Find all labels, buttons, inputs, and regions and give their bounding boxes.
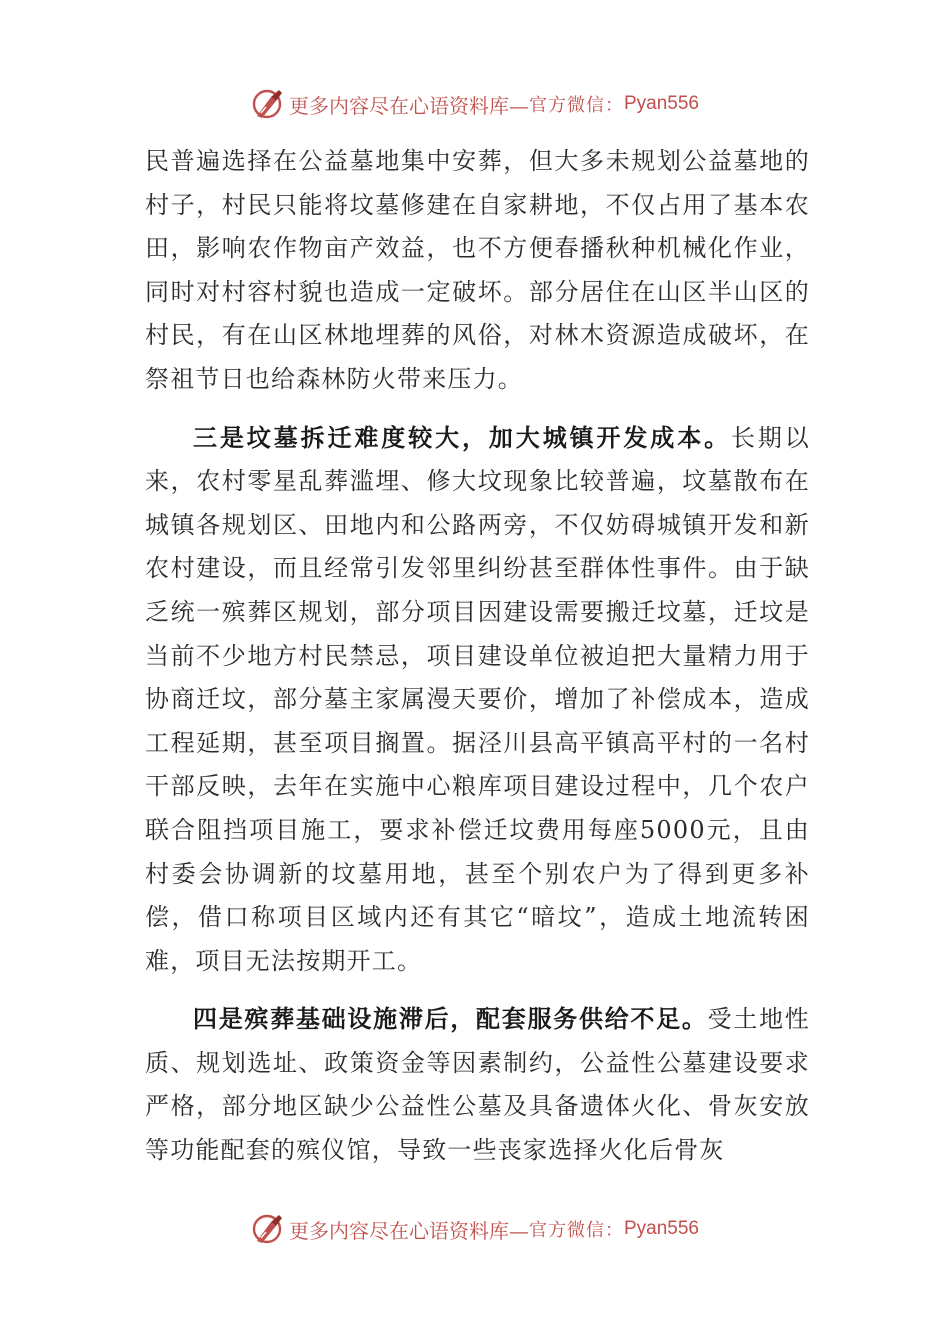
- banner-wechat-id: Pyan556: [623, 93, 699, 114]
- paragraph-2-body: 长期以来，农村零星乱葬滥埋、修大坟现象比较普遍，坟墓散布在城镇各规划区、田地内和公路两旁，不仅妨碍城镇开发和新农村建设，而且经常引发邻里纠纷甚至群体性事件。由于缺乏统一殡葬区规划，部分项目因建设需要搬迁坟墓，迁坟是当前不少地方村民禁忌，项目建设单位被迫把大量精力用于协商迁坟，部分墓主家属漫天要价，增加了补偿成本，造成工程延期，甚至项目搁置。据泾川县高平镇高平村的一名村干部反映，去年在实施中心粮库项目建设过程中，几个农户联合阻挡项目施工，要求补偿迁坟费用每座5000元，且由村委会协调新的坟墓用地，甚至个别农户为了得到更多补偿，借口称项目区域内还有其它“暗坟”，造成土地流转困难，项目无法按期开工。: [145, 423, 810, 975]
- header-watermark-banner: [0, 84, 950, 124]
- banner-wechat-label: 官方微信：: [528, 95, 624, 116]
- paragraph-2: [145, 416, 810, 984]
- banner-wechat-label: 官方微信：: [528, 1220, 624, 1241]
- banner-text: 更多内容尽在心语资料库—: [288, 93, 529, 118]
- banner-wechat-id: Pyan556: [623, 1218, 699, 1239]
- paragraph-3-heading: 四是殡葬基础设施滞后，配套服务供给不足。: [193, 1004, 708, 1034]
- banner-text: 更多内容尽在心语资料库—: [288, 1218, 529, 1243]
- pen-nib-logo-icon: [251, 1212, 285, 1246]
- paragraph-3-body: 受土地性质、规划选址、政策资金等因素制约，公益性公墓建设要求严格，部分地区缺少公益性公墓及具备遗体火化、骨灰安放等功能配套的殡仪馆，导致一些丧家选择火化后骨灰: [145, 1005, 810, 1165]
- paragraph-1-body: 民普遍选择在公益墓地集中安葬，但大多未规划公益墓地的村子，村民只能将坟墓修建在自家耕地，不仅占用了基本农田，影响农作物亩产效益，也不方便春播秋种机械化作业，同时对村容村貌也造成一定破坏。部分居住在山区半山区的村民，有在山区林地埋葬的风俗，对林木资源造成破坏，在祭祖节日也给森林防火带来压力。: [145, 147, 810, 393]
- pen-nib-logo-icon: [251, 87, 285, 121]
- footer-watermark-banner: [0, 1209, 950, 1249]
- paragraph-2-heading: 三是坟墓拆迁难度较大，加大城镇开发成本。: [193, 422, 731, 452]
- paragraph-1: [145, 140, 810, 402]
- paragraph-3: [145, 997, 810, 1172]
- document-body: [145, 140, 810, 1173]
